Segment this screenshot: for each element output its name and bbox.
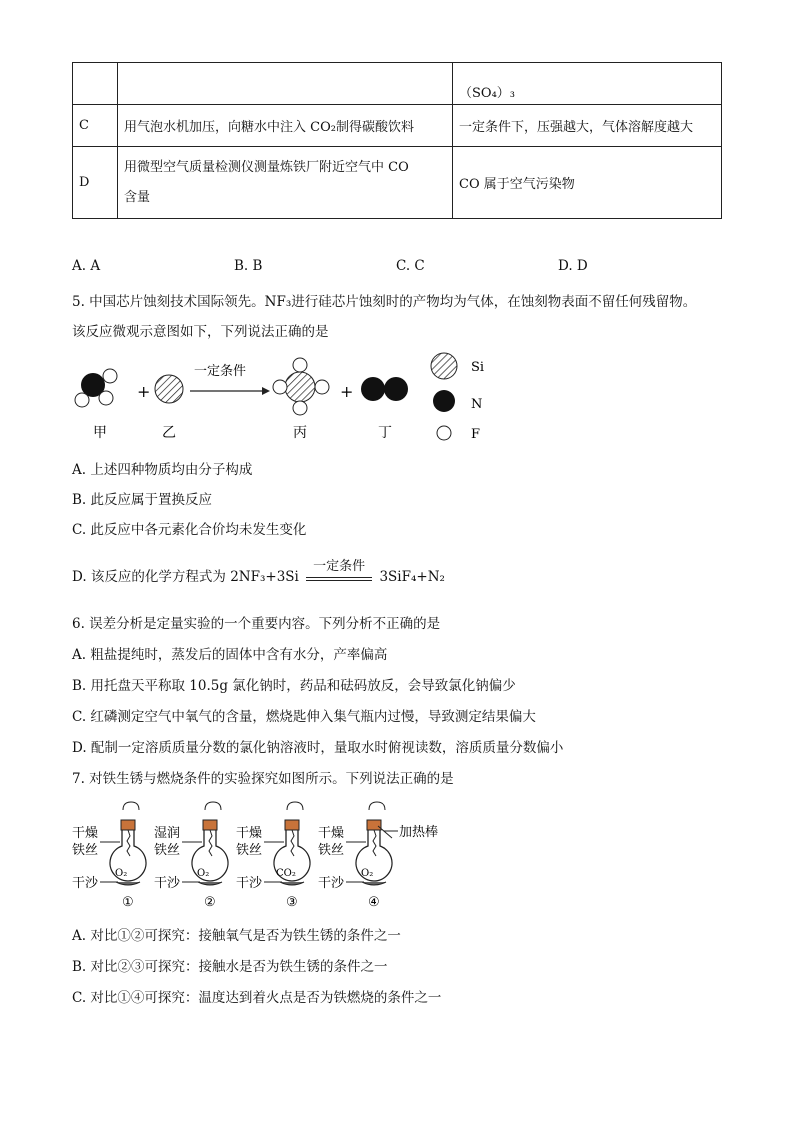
arrow-condition-label: 一定条件 [194, 364, 247, 379]
q4-option-d[interactable]: D. D [558, 258, 588, 274]
table-cell-label: D [73, 147, 118, 219]
heater-label: 加热棒 [399, 825, 439, 840]
flask-4-stopper [367, 820, 381, 830]
flask-4-gas: O₂ [361, 868, 374, 879]
flask-1-sand [116, 882, 140, 885]
table-cell-desc [118, 63, 453, 105]
f-atom [103, 369, 117, 383]
flask-3-iron-wire [291, 830, 294, 856]
flask-3-sand-label: 干沙 [236, 876, 263, 891]
q5-option-d[interactable] [72, 558, 445, 585]
flask-3-hook [287, 802, 303, 810]
label-bing: 丙 [293, 425, 307, 441]
si-atom [285, 372, 315, 402]
q5-option-d-suffix: 3SiF₄+N₂ [379, 569, 445, 585]
flask-3-wire-top: 干燥 [236, 826, 263, 841]
flask-3-gas: CO₂ [276, 868, 296, 879]
flask-4-number: ④ [368, 895, 380, 910]
flask-1-wire-top: 干燥 [72, 826, 99, 841]
n-atom [361, 377, 385, 401]
q6-option-d[interactable]: D. 配制一定溶质质量分数的氯化钠溶液时，量取水时俯视读数，溶质质量分数偏小 [72, 740, 564, 756]
label-jia: 甲 [93, 425, 107, 441]
q5-option-d-prefix: D. 该反应的化学方程式为 2NF₃+3Si [72, 569, 299, 585]
equation-equals-sign [306, 577, 372, 581]
q6-option-b[interactable]: B. 用托盘天平称取 10.5g 氯化钠时，药品和砝码放反，会导致氯化钠偏少 [72, 678, 516, 694]
plus-sign-1: + [137, 382, 151, 401]
f-atom [293, 358, 307, 372]
q7-stem: 7. 对铁生锈与燃烧条件的实验探究如图所示。下列说法正确的是 [72, 771, 454, 787]
molecule-jia [75, 369, 117, 407]
label-ding: 丁 [378, 425, 392, 441]
table-cell-desc: 用气泡水机加压，向糖水中注入 CO₂制得碳酸饮料 [118, 105, 453, 147]
flask-2-sand-label: 干沙 [154, 876, 181, 891]
n-atom [384, 377, 408, 401]
q7-option-b[interactable]: B. 对比②③可探究：接触水是否为铁生锈的条件之一 [72, 959, 388, 975]
table-row [73, 105, 722, 147]
legend-si-atom [431, 353, 457, 379]
table-cell-desc-line2: 含量 [124, 189, 151, 205]
flask-4 [318, 802, 438, 910]
table-cell-explain: 一定条件下，压强越大，气体溶解度越大 [453, 105, 722, 147]
q6-stem: 6. 误差分析是定量实验的一个重要内容。下列分析不正确的是 [72, 616, 441, 632]
flask-4-hook [369, 802, 385, 810]
molecule-bing [273, 358, 329, 415]
flask-3-number: ③ [286, 895, 298, 910]
label-yi: 乙 [162, 425, 176, 441]
flask-2-iron-wire [209, 830, 212, 856]
flask-1-sand-label: 干沙 [72, 876, 99, 891]
flask-2 [154, 802, 228, 910]
legend-f-atom [437, 426, 451, 440]
q5-stem-line2: 该反应微观示意图如下，下列说法正确的是 [72, 324, 329, 340]
table-cell-desc [118, 147, 453, 219]
legend-si-label: Si [471, 360, 485, 375]
q4-option-a[interactable]: A. A [72, 258, 101, 274]
table-cell-desc-line1: 用微型空气质量检测仪测量炼铁厂附近空气中 CO [124, 159, 409, 175]
flask-2-stopper [203, 820, 217, 830]
f-atom [273, 380, 287, 394]
flask-2-sand [198, 882, 222, 885]
q7-experiment-diagram [70, 798, 450, 910]
flask-4-wire-top: 干燥 [318, 826, 345, 841]
f-atom [315, 380, 329, 394]
flask-2-wire-bottom: 铁丝 [154, 843, 181, 858]
flask-1-iron-wire [127, 830, 130, 856]
equation-condition-equals [306, 558, 372, 581]
q4-option-c[interactable]: C. C [396, 258, 425, 274]
q5-reaction-diagram [60, 345, 520, 450]
flask-4-sand [362, 882, 386, 885]
flask-1-gas: O₂ [115, 868, 128, 879]
flask-2-wire-top: 湿润 [154, 826, 181, 841]
plus-sign-2: + [340, 382, 354, 401]
table-cell-label [73, 63, 118, 105]
equation-condition-label: 一定条件 [313, 558, 366, 574]
flask-2-number: ② [204, 895, 216, 910]
q5-option-b[interactable]: B. 此反应属于置换反应 [72, 492, 213, 508]
f-atom [99, 391, 113, 405]
table-cell-label: C [73, 105, 118, 147]
molecule-yi [155, 375, 183, 403]
q7-option-a[interactable]: A. 对比①②可探究：接触氧气是否为铁生锈的条件之一 [72, 928, 401, 944]
legend-n-label: N [471, 397, 483, 412]
q6-option-c[interactable]: C. 红磷测定空气中氧气的含量，燃烧匙伸入集气瓶内过慢，导致测定结果偏大 [72, 709, 536, 725]
q5-option-c[interactable]: C. 此反应中各元素化合价均未发生变化 [72, 522, 307, 538]
flask-3 [236, 802, 310, 910]
flask-3-wire-bottom: 铁丝 [236, 843, 263, 858]
f-atom [75, 393, 89, 407]
flask-1-stopper [121, 820, 135, 830]
q7-option-c[interactable]: C. 对比①④可探究：温度达到着火点是否为铁燃烧的条件之一 [72, 990, 442, 1006]
flask-1 [72, 802, 146, 910]
flask-3-stopper [285, 820, 299, 830]
table-cell-explain: CO 属于空气污染物 [453, 147, 722, 219]
flask-4-iron-wire [373, 830, 376, 856]
q4-option-b[interactable]: B. B [234, 258, 263, 274]
f-atom [293, 401, 307, 415]
flask-1-number: ① [122, 895, 134, 910]
q6-option-a[interactable]: A. 粗盐提纯时，蒸发后的固体中含有水分，产率偏高 [72, 647, 388, 663]
q5-stem-line1: 5. 中国芯片蚀刻技术国际领先。NF₃进行硅芯片蚀刻时的产物均为气体，在蚀刻物表面不留任何残留物。 [72, 294, 697, 310]
flask-4-wire-bottom: 铁丝 [318, 843, 345, 858]
flask-1-wire-bottom: 铁丝 [72, 843, 99, 858]
flask-2-gas: O₂ [197, 868, 210, 879]
table-cell-explain: （SO₄）₃ [453, 63, 722, 105]
table-row [73, 147, 722, 219]
reaction-arrow-head [262, 387, 270, 395]
q5-option-a[interactable]: A. 上述四种物质均由分子构成 [72, 462, 253, 478]
flask-1-hook [123, 802, 139, 810]
table-row [73, 63, 722, 105]
legend-f-label: F [471, 427, 481, 442]
flask-2-hook [205, 802, 221, 810]
flask-3-sand [280, 882, 304, 885]
flask-4-sand-label: 干沙 [318, 876, 345, 891]
legend-n-atom [433, 390, 455, 412]
q4-table [72, 62, 722, 219]
